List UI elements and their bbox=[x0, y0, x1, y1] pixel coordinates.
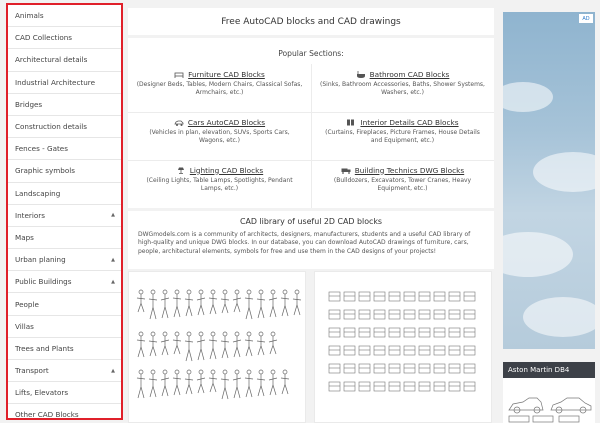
sidebar-item-people[interactable] bbox=[8, 293, 121, 315]
popular-section-title[interactable]: Building Technics DWG Blocks bbox=[354, 165, 465, 175]
cloud-decoration bbox=[533, 152, 595, 192]
thumbnail-furniture-blocks[interactable] bbox=[314, 271, 492, 423]
sidebar-item-other-cad-blocks[interactable] bbox=[8, 404, 121, 420]
popular-section-description: (Sinks, Bathroom Accessories, Baths, Shower Systems, Washers, etc.) bbox=[320, 81, 485, 97]
library-text: DWGmodels.com is a community of architects, designers, manufacturers, students and a useful CAD library of high-quality and unique DWG blocks. In our database, you can download AutoCAD drawings of furniture, cars, people, architectural elements, symbols for free and use them in the CAD designs of your projects! bbox=[138, 231, 471, 255]
furniture-grid-drawing bbox=[315, 272, 491, 422]
expand-arrow-icon[interactable]: ▲ bbox=[111, 367, 115, 374]
sidebar-item-fences-gates[interactable] bbox=[8, 138, 121, 160]
sidebar-item-lifts-elevators[interactable] bbox=[8, 382, 121, 404]
popular-section-link[interactable] bbox=[128, 68, 311, 80]
expand-arrow-icon[interactable]: ▲ bbox=[111, 212, 115, 219]
popular-section-car bbox=[128, 114, 311, 162]
sidebar-item-label: Animals bbox=[15, 11, 44, 21]
expand-arrow-icon[interactable]: ▲ bbox=[111, 256, 115, 263]
sidebar-item-landscaping[interactable] bbox=[8, 183, 121, 205]
sidebar-item-urban-planing[interactable] bbox=[8, 249, 121, 271]
sidebar-item-label: Graphic symbols bbox=[15, 166, 75, 176]
thumbnail-row bbox=[128, 271, 494, 423]
sidebar-item-interiors[interactable] bbox=[8, 205, 121, 227]
popular-section-link[interactable] bbox=[311, 116, 494, 128]
sidebar-item-bridges[interactable] bbox=[8, 94, 121, 116]
sidebar-item-label: Architectural details bbox=[15, 55, 88, 65]
sidebar-item-industrial-architecture[interactable] bbox=[8, 72, 121, 94]
popular-section-bathroom bbox=[311, 66, 494, 114]
sidebar-item-label: Bridges bbox=[15, 99, 43, 109]
sidebar-item-trees-and-plants[interactable] bbox=[8, 338, 121, 360]
featured-car-title[interactable]: Aston Martin DB4 bbox=[503, 362, 595, 378]
category-sidebar bbox=[6, 3, 123, 420]
sidebar-item-label: Construction details bbox=[15, 122, 87, 132]
popular-section-link[interactable] bbox=[128, 164, 311, 176]
popular-section-description: (Designer Beds, Tables, Modern Chairs, Classical Sofas, Armchairs, etc.) bbox=[136, 81, 303, 97]
furniture-icon bbox=[174, 71, 184, 78]
sidebar-item-transport[interactable] bbox=[8, 360, 121, 382]
sidebar-item-label: Transport bbox=[15, 366, 49, 376]
sidebar-item-label: Landscaping bbox=[15, 188, 61, 198]
popular-sections-grid bbox=[128, 64, 494, 208]
popular-section-title[interactable]: Interior Details CAD Blocks bbox=[360, 117, 459, 127]
ad-choices-icon[interactable]: AD bbox=[579, 14, 593, 23]
sidebar-item-label: Lifts, Elevators bbox=[15, 388, 69, 398]
expand-arrow-icon[interactable]: ▲ bbox=[111, 278, 115, 285]
sidebar-item-label: CAD Collections bbox=[15, 33, 73, 43]
cloud-decoration bbox=[503, 82, 553, 112]
page-title-card bbox=[128, 8, 494, 35]
popular-section-title[interactable]: Cars AutoCAD Blocks bbox=[187, 117, 266, 127]
sidebar-item-construction-details[interactable] bbox=[8, 116, 121, 138]
popular-section-title[interactable]: Lighting CAD Blocks bbox=[189, 165, 264, 175]
popular-section-interior bbox=[311, 114, 494, 162]
sidebar-item-label: Urban planing bbox=[15, 255, 66, 265]
truck-icon bbox=[341, 167, 351, 174]
popular-section-description: (Curtains, Fireplaces, Picture Frames, House Details and Equipment, etc.) bbox=[325, 129, 480, 145]
library-title: CAD library of useful 2D CAD blocks bbox=[239, 217, 383, 226]
featured-car-card[interactable] bbox=[503, 362, 595, 423]
popular-section-description: (Ceiling Lights, Table Lamps, Spotlights, Pendant Lamps, etc.) bbox=[146, 177, 293, 193]
popular-sections bbox=[128, 38, 494, 208]
sidebar-item-label: Industrial Architecture bbox=[15, 77, 95, 87]
popular-section-truck bbox=[311, 162, 494, 210]
sidebar-item-label: Interiors bbox=[15, 210, 45, 220]
sidebar-item-animals[interactable] bbox=[8, 5, 121, 27]
sidebar-item-label: Public Buildings bbox=[15, 277, 72, 287]
sidebar-item-maps[interactable] bbox=[8, 227, 121, 249]
sidebar-item-label: People bbox=[15, 299, 39, 309]
sidebar-item-graphic-symbols[interactable] bbox=[8, 160, 121, 182]
sidebar-item-label: Other CAD Blocks bbox=[15, 410, 79, 420]
sidebar-item-architectural-details[interactable] bbox=[8, 49, 121, 71]
page-title: Free AutoCAD blocks and CAD drawings bbox=[221, 16, 401, 27]
sidebar-item-label: Maps bbox=[15, 232, 34, 242]
popular-section-link[interactable] bbox=[311, 68, 494, 80]
popular-section-link[interactable] bbox=[311, 164, 494, 176]
sidebar-item-label: Fences - Gates bbox=[15, 144, 68, 154]
popular-section-title[interactable]: Furniture CAD Blocks bbox=[188, 69, 265, 79]
popular-section-title[interactable]: Bathroom CAD Blocks bbox=[369, 69, 450, 79]
popular-section-description: (Bulldozers, Excavators, Tower Cranes, Heavy Equipment, etc.) bbox=[333, 177, 472, 193]
popular-sections-title: Popular Sections: bbox=[278, 49, 344, 58]
cloud-decoration bbox=[523, 297, 595, 337]
sidebar-item-cad-collections[interactable] bbox=[8, 27, 121, 49]
sidebar-item-public-buildings[interactable] bbox=[8, 271, 121, 293]
main-content bbox=[128, 8, 494, 269]
interior-icon bbox=[346, 119, 356, 126]
sidebar-item-label: Villas bbox=[15, 321, 34, 331]
popular-section-description: (Vehicles in plan, elevation, SUVs, Sports Cars, Wagons, etc.) bbox=[149, 129, 290, 145]
thumbnail-people-blocks[interactable] bbox=[128, 271, 306, 423]
car-icon bbox=[174, 119, 184, 126]
lamp-icon bbox=[176, 167, 186, 174]
popular-section-link[interactable] bbox=[128, 116, 311, 128]
bathroom-icon bbox=[356, 71, 366, 78]
popular-section-furniture bbox=[128, 66, 311, 114]
popular-section-lamp bbox=[128, 162, 311, 210]
sidebar-item-label: Trees and Plants bbox=[15, 343, 74, 353]
car-drawing-icon bbox=[503, 378, 595, 423]
cloud-decoration bbox=[503, 232, 573, 277]
advertisement-banner[interactable] bbox=[503, 12, 595, 349]
library-intro bbox=[128, 211, 494, 269]
sidebar-item-villas[interactable] bbox=[8, 316, 121, 338]
people-figures-drawing bbox=[129, 272, 305, 422]
